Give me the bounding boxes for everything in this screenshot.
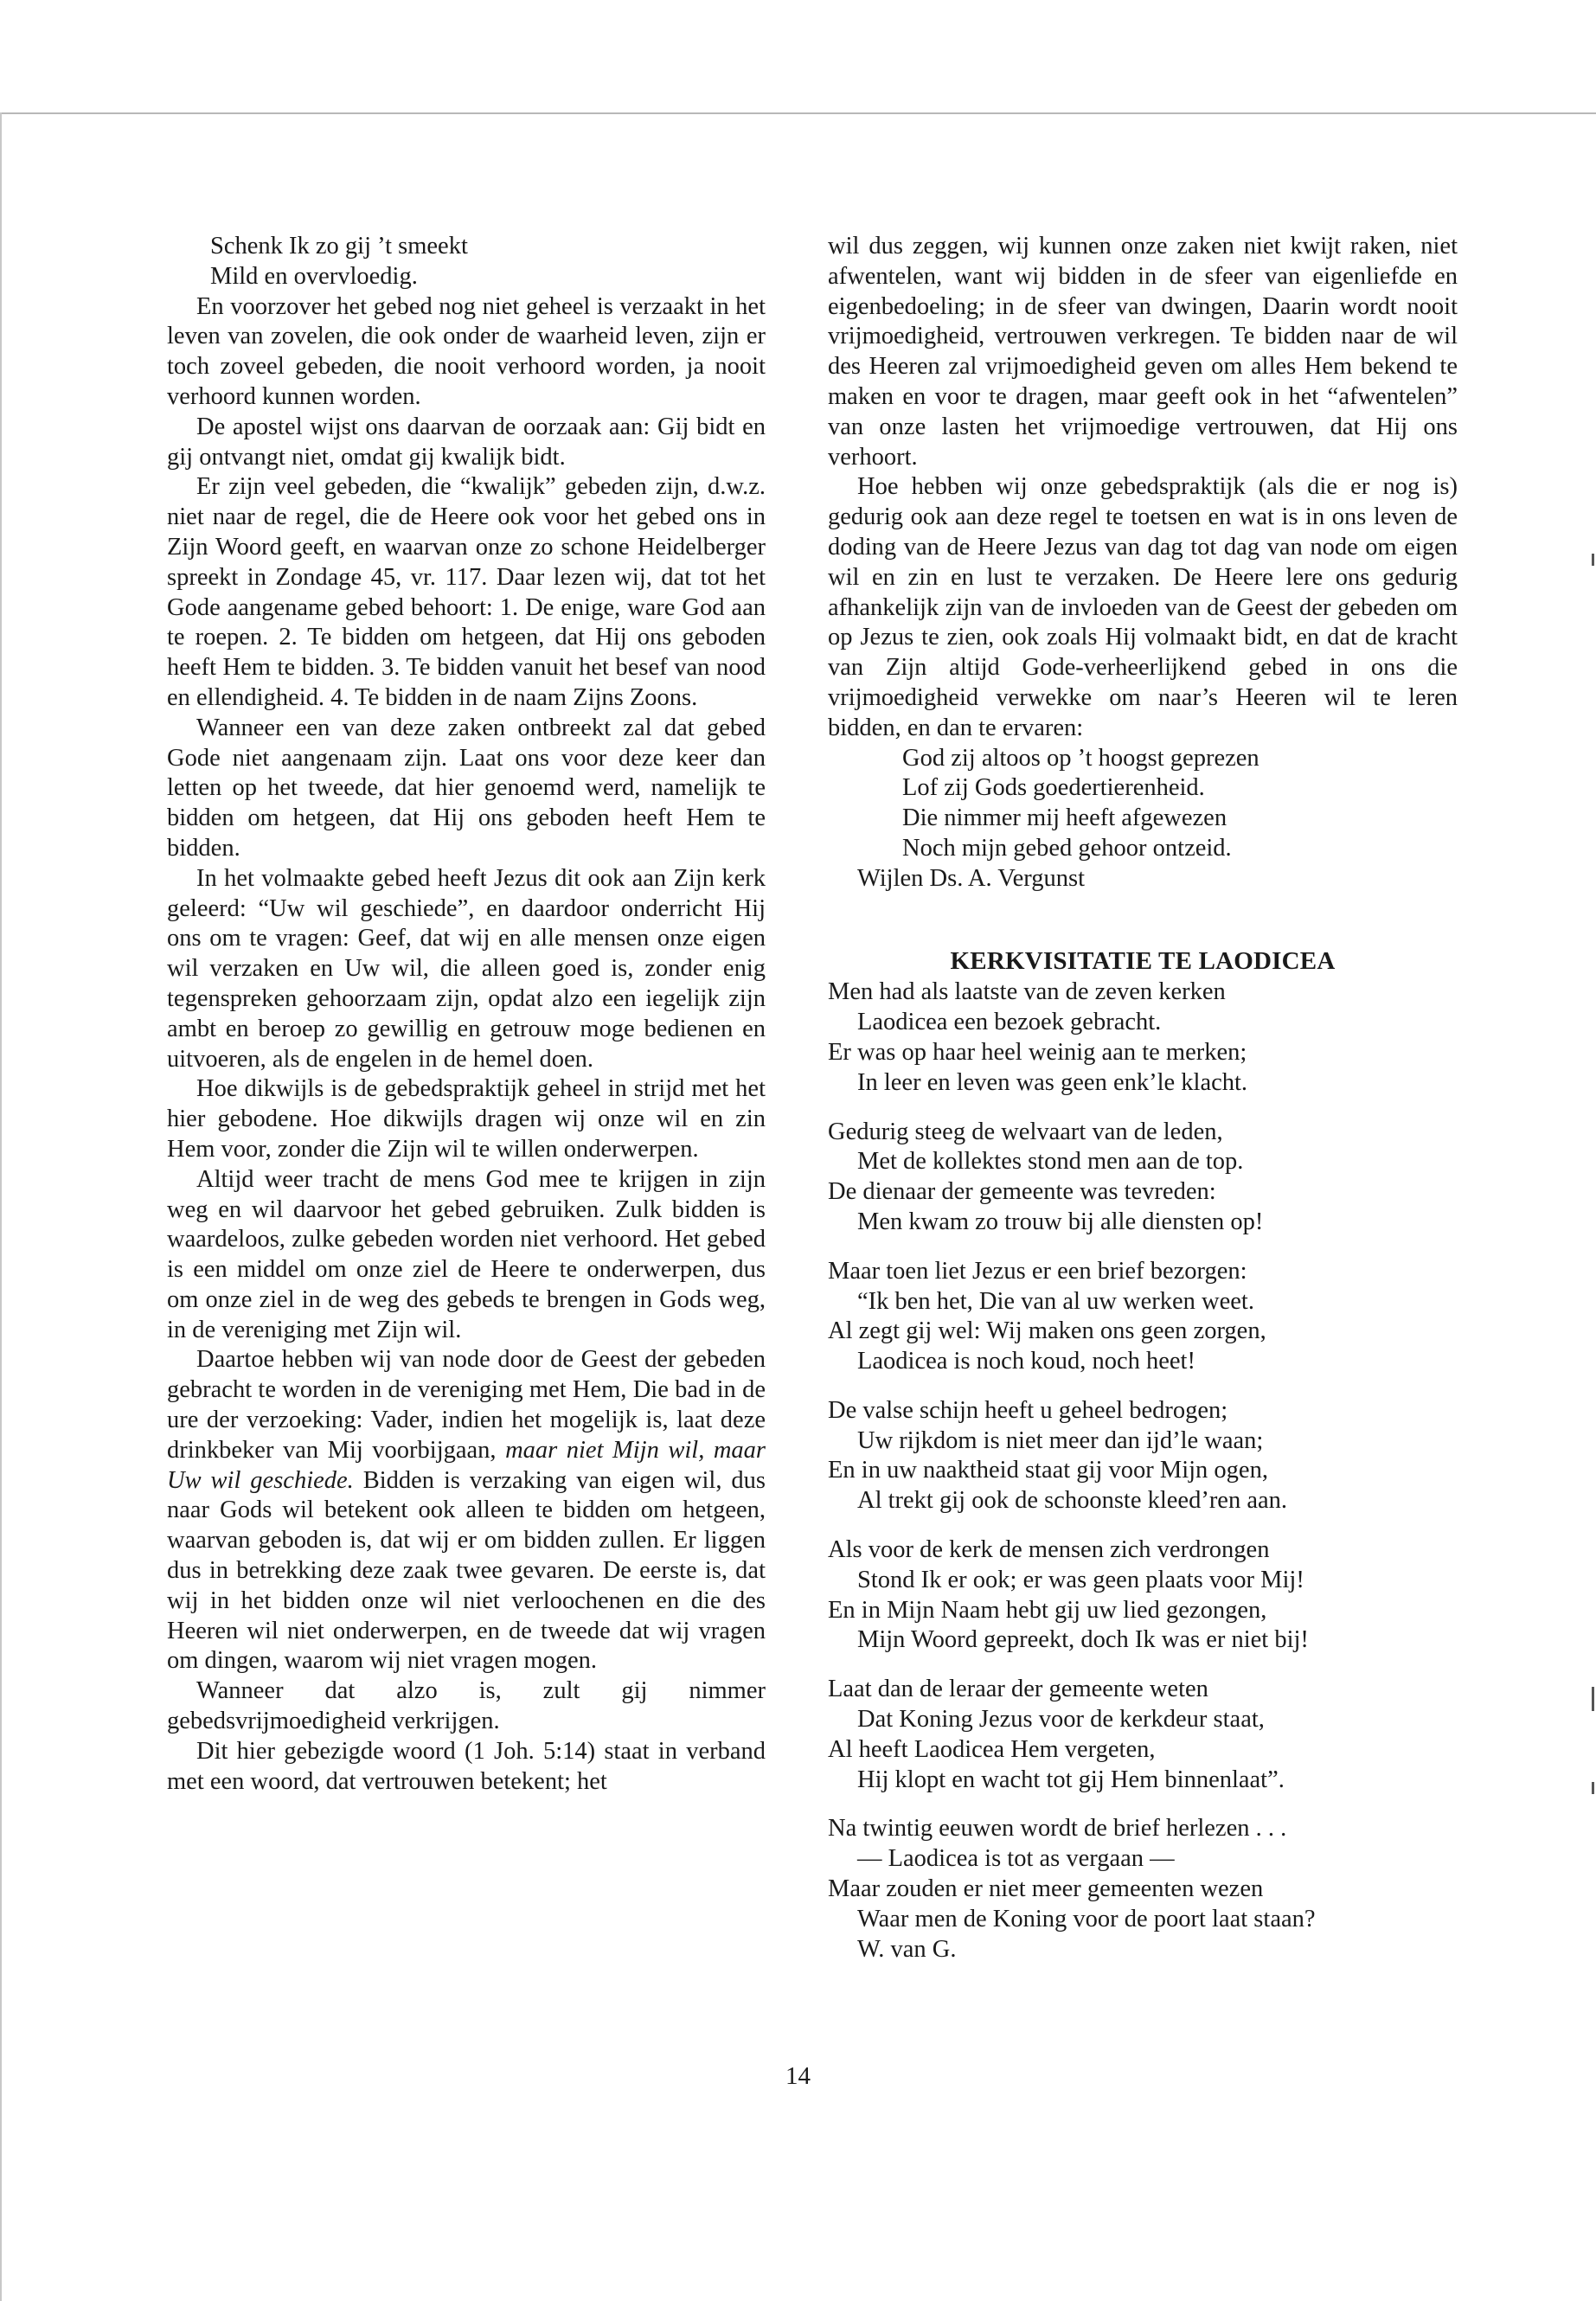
poem-line: Na twintig eeuwen wordt de brief herlezen . . . — [828, 1815, 1287, 1843]
paragraph: En voorzover het gebed nog niet geheel is verzaakt in het leven van zovelen, die ook onder de waarheid leven, zijn er toch zoveel gebeden, die nooit verhoord worden, ja nooit verhoord kunnen worden. — [167, 292, 766, 410]
scan-mark — [1592, 1687, 1594, 1711]
poem-line: Stond Ik er ook; er was geen plaats voor Mij! — [857, 1566, 1304, 1593]
paragraph: Altijd weer tracht de mens God mee te krijgen in zijn weg en wil daarvoor het gebed gebruiken. Zulk bidden is waardeloos, zulke gebeden worden niet verhoord. Het gebed is een middel om onze ziel de Heere te onderwerpen, dus om onze ziel in de weg des gebeds te brengen in Gods weg, in de vereniging met Zijn wil. — [167, 1165, 766, 1343]
poem-line: Waar men de Koning voor de poort laat staan? — [857, 1905, 1316, 1932]
poem-title: KERKVISITATIE TE LAODICEA — [950, 946, 1336, 975]
poem-stanza — [828, 1814, 1458, 1934]
italic-quote: maar niet Mijn wil, maar Uw wil geschiede. — [167, 1436, 766, 1494]
poem-line: En in Mijn Naam hebt gij uw lied gezongen, — [828, 1596, 1267, 1624]
poem-line: Gedurig steeg de welvaart van de leden, — [828, 1118, 1223, 1145]
poem-line: Dat Koning Jezus voor de kerkdeur staat, — [857, 1706, 1265, 1734]
paragraph — [167, 1345, 766, 1676]
author-signature: Wijlen Ds. A. Vergunst — [857, 864, 1086, 892]
verse-line: Schenk Ik zo gij ’t smeekt — [210, 233, 468, 260]
poem-stanza — [828, 1257, 1458, 1377]
poem-line: “Ik ben het, Die van al uw werken weet. — [857, 1287, 1254, 1315]
paragraph: Wanneer een van deze zaken ontbreekt zal dat gebed Gode niet aangenaam zijn. Laat ons voor deze keer dan letten op het tweede, dat hier genoemd werd, namelijk te bidden om hetgeen, dat Hij ons geboden heeft Hem te bidden. — [167, 714, 766, 862]
poem-line: De dienaar der gemeente was tevreden: — [828, 1178, 1216, 1206]
paragraph: Wanneer dat alzo is, zult gij nimmer gebedsvrijmoedigheid verkrijgen. — [167, 1677, 766, 1735]
poem-line: De valse schijn heeft u geheel bedrogen; — [828, 1396, 1228, 1424]
paragraph: De apostel wijst ons daarvan de oorzaak aan: Gij bidt en gij ontvangt niet, omdat gij kwalijk bidt. — [167, 413, 766, 471]
poem-line: Als voor de kerk de mensen zich verdrongen — [828, 1536, 1270, 1564]
poem-line: Men kwam zo trouw bij alle diensten op! — [857, 1208, 1264, 1235]
verse-line: Mild en overvloedig. — [210, 262, 418, 290]
poem-line: Laodicea is noch koud, noch heet! — [857, 1348, 1195, 1375]
closing-verse — [828, 744, 1458, 864]
poem-line: Mijn Woord gepreekt, doch Ik was er niet bij! — [857, 1626, 1309, 1654]
poem-line: Al heeft Laodicea Hem vergeten, — [828, 1735, 1156, 1763]
poem-stanza — [828, 977, 1458, 1098]
paragraph: In het volmaakte gebed heeft Jezus dit ook aan Zijn kerk geleerd: “Uw wil geschiede”, en daardoor onderricht Hij ons om te vragen: Geef, dat wij en alle mensen onze eigen wil verzaken en Uw wil, die alleen goed is, zonder enig tegenspreken gehoorzaam zijn, opdat alzo een iegelijk zijn ambt en beroep zo gewillig en getrouw moge bedienen en uitvoeren, als de engelen in de hemel doen. — [167, 864, 766, 1073]
poem-line: Al trekt gij ook de schoonste kleed’ren aan. — [857, 1487, 1288, 1515]
poem-line: Er was op haar heel weinig aan te merken; — [828, 1038, 1247, 1066]
paragraph-text: Bidden is verzaking van eigen wil, dus naar Gods wil betekent ook alleen te bidden om hetgeen, waarvan geboden is, dat wij er om bidden zullen. Er liggen dus in betrekking deze zaak twee gevaren. De eerste is, dat wij in het bidden onze wil niet verloochenen en die des Heeren wil niet onderwerpen, en de tweede dat wij vragen om dingen, waarom wij niet vragen mogen. — [167, 1466, 766, 1675]
poem-line: Maar zouden er niet meer gemeenten wezen — [828, 1875, 1264, 1903]
poem-line: Uw rijkdom is niet meer dan ijd’le waan; — [857, 1426, 1264, 1454]
paragraph: Hoe hebben wij onze gebedspraktijk (als die er nog is) gedurig ook aan deze regel te toetsen en wat is in ons leven de doding van de Heere Jezus van dag tot dag van node om eigen wil en zin en lust te verzaken. De Heere lere ons gedurig afhankelijk zijn van de invloeden van de Geest der gebeden om op Jezus te zien, ook zoals Hij volmaakt bidt, en dat de kracht van Zijn altijd Gode-verheerlijkend gebed in ons die vrijmoedigheid verwekke om naar’s Heeren wil te leren bidden, en dan te ervaren: — [828, 473, 1458, 741]
poem-line: Hij klopt en wacht tot gij Hem binnenlaat”. — [857, 1766, 1285, 1793]
poem-line: Laat dan de leraar der gemeente weten — [828, 1676, 1208, 1703]
verse-line: Lof zij Gods goedertierenheid. — [902, 774, 1205, 802]
paragraph: wil dus zeggen, wij kunnen onze zaken niet kwijt raken, niet afwentelen, want wij bidden in de sfeer van eigenliefde en eigenbedoeling; in de sfeer van dwingen, Daarin wordt nooit vrijmoedigheid, vertrouwen verkregen. Te bidden naar de wil des Heeren zal vrijmoedigheid geven om alles Hem bekend te maken en voor te dragen, maar geeft ook in het “afwentelen” van onze lasten het vrijmoedige vertrouwen, dat Hij ons verhoort. — [828, 233, 1458, 471]
poem-stanza — [828, 1535, 1458, 1656]
verse-line: Noch mijn gebed gehoor ontzeid. — [902, 834, 1232, 862]
scan-mark — [1592, 554, 1594, 566]
page-number: 14 — [785, 2062, 811, 2090]
poem-line: In leer en leven was geen enk’le klacht. — [857, 1068, 1248, 1096]
scan-border-top — [0, 112, 1596, 114]
paragraph: Dit hier gebezigde woord (1 Joh. 5:14) staat in verband met een woord, dat vertrouwen betekent; het — [167, 1737, 766, 1795]
paragraph: Er zijn veel gebeden, die “kwalijk” gebeden zijn, d.w.z. niet naar de regel, die de Heere ook voor het gebed ons in Zijn Woord geeft, en waarvan onze zo schone Heidelberger spreekt in Zondage 45, vr. 117. Daar lezen wij, dat tot het Gode aangename gebed behoort: 1. De enige, ware God aan te roepen. 2. Te bidden om hetgeen, dat Hij ons geboden heeft Hem te bidden. 3. Te bidden vanuit het besef van nood en ellendigheid. 4. Te bidden in de naam Zijns Zoons. — [167, 473, 766, 711]
poem-line: Laodicea een bezoek gebracht. — [857, 1009, 1162, 1036]
poem-line: En in uw naaktheid staat gij voor Mijn ogen, — [828, 1457, 1268, 1484]
paragraph-text: Daartoe hebben wij van node door de Geest der gebeden gebracht te worden in de vereniging met Hem, Die bad in de ure der verzoeking: Vader, indien het mogelijk is, laat deze drinkbeker van Mij voorbijgaan, — [167, 1346, 766, 1464]
right-column — [828, 232, 1458, 1965]
poem-line: Met de kollektes stond men aan de top. — [857, 1148, 1244, 1176]
poem-line: Men had als laatste van de zeven kerken — [828, 978, 1226, 1006]
paragraph: Hoe dikwijls is de gebedspraktijk geheel in strijd met het hier gebodene. Hoe dikwijls dragen wij onze wil en zin Hem voor, zonder die Zijn wil te willen onderwerpen. — [167, 1075, 766, 1163]
verse-line: God zij altoos op ’t hoogst geprezen — [902, 744, 1259, 772]
intro-verse — [167, 232, 766, 292]
poem-stanza — [828, 1675, 1458, 1795]
verse-line: Die nimmer mij heeft afgewezen — [902, 804, 1227, 832]
poem-line: Al zegt gij wel: Wij maken ons geen zorgen, — [828, 1317, 1266, 1345]
poem-line: Maar toen liet Jezus er een brief bezorgen: — [828, 1257, 1247, 1285]
scan-border-left — [0, 112, 2, 2301]
left-column — [167, 232, 766, 1797]
poem-stanza — [828, 1396, 1458, 1516]
scan-mark — [1592, 1782, 1594, 1794]
poem-stanza — [828, 1118, 1458, 1238]
poem-signature: W. van G. — [857, 1935, 957, 1963]
poem-line: — Laodicea is tot as vergaan — — [857, 1845, 1175, 1873]
